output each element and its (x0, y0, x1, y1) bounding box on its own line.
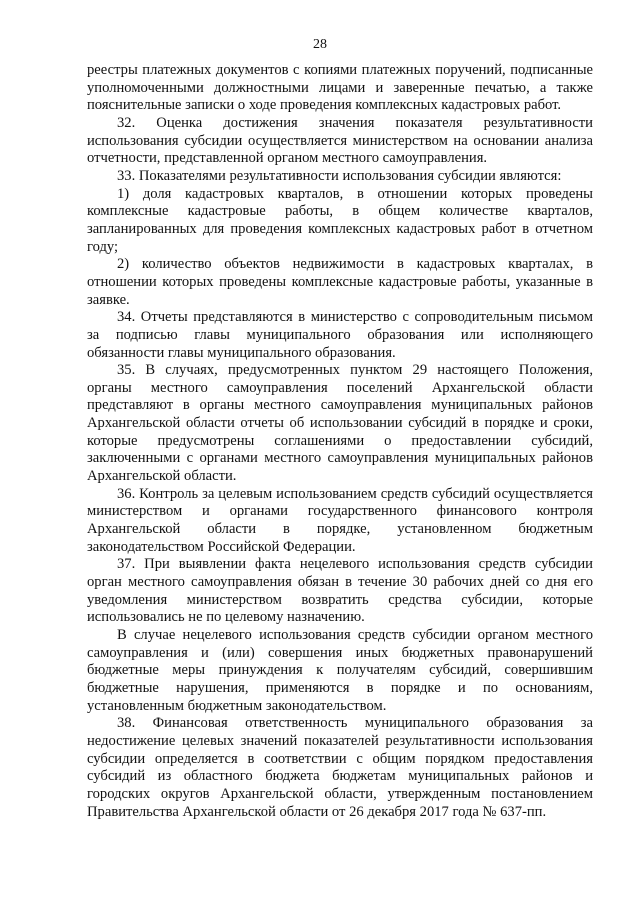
paragraph-34: 34. Отчеты представляются в министерство с сопроводительным письмом за подписью главы муниципального образования или исполняющего обязанности главы муниципального образования. (87, 309, 593, 361)
paragraph-continuation: реестры платежных документов с копиями платежных поручений, подписанные уполномоченными должностными лицами и заверенные печатью, а также пояснительные записки о ходе проведения комплексных кадастровых работ. (87, 62, 593, 114)
paragraph-37: 37. При выявлении факта нецелевого использования средств субсидии орган местного самоуправления обязан в течение 30 рабочих дней со дня его уведомления министерством возвратить средства субсидии, которые использовались не по целевому назначению. (87, 556, 593, 626)
paragraph-36: 36. Контроль за целевым использованием средств субсидий осуществляется министерством и органами государственного финансового контроля Архангельской области в порядке, установленном бюджетным законодательством Российской Федерации. (87, 485, 593, 555)
document-body (87, 62, 593, 821)
page-number: 28 (313, 37, 327, 52)
paragraph-37-continued: В случае нецелевого использования средств субсидии органом местного самоуправления и (или) совершения иных бюджетных правонарушений бюджетные меры принуждения к получателям субсидий, совершившим бюджетные нарушения, применяются в порядке и по основаниям, установленным бюджетным законодательством. (87, 627, 593, 714)
paragraph-33: 33. Показателями результативности использования субсидии являются: (117, 167, 562, 184)
paragraph-32: 32. Оценка достижения значения показателя результативности использования субсидии осуществляется министерством на основании анализа отчетности, представленной органом местного самоуправления. (87, 114, 593, 167)
paragraph-33-item-1: 1) доля кадастровых кварталов, в отношении которых проведены комплексные кадастровые работы, в общем количестве кварталов, запланированных для проведения комплексных кадастровых работ в отчетном году; (87, 185, 593, 255)
paragraph-35: 35. В случаях, предусмотренных пунктом 29 настоящего Положения, органы местного самоуправления поселений Архангельской области представляют в органы местного самоуправления муниципальных районов Архангельской области отчеты об использовании субсидий в порядке и сроки, которые предусмотрены соглашениями о предоставлении субсидий, заключенными с органами местного самоуправления муниципальных районов Архангельской области. (87, 362, 593, 485)
paragraph-38: 38. Финансовая ответственность муниципального образования за недостижение целевых значений показателей результативности использования субсидии определяется в соответствии с общим порядком предоставления субсидий из областного бюджета бюджетам муниципальных районов и городских округов Архангельской области, утвержденным постановлением Правительства Архангельской области от 26 декабря 2017 года № 637-пп. (87, 715, 593, 820)
paragraph-33-item-2: 2) количество объектов недвижимости в кадастровых кварталах, в отношении которых проведены комплексные кадастровые работы, указанные в заявке. (87, 256, 593, 308)
